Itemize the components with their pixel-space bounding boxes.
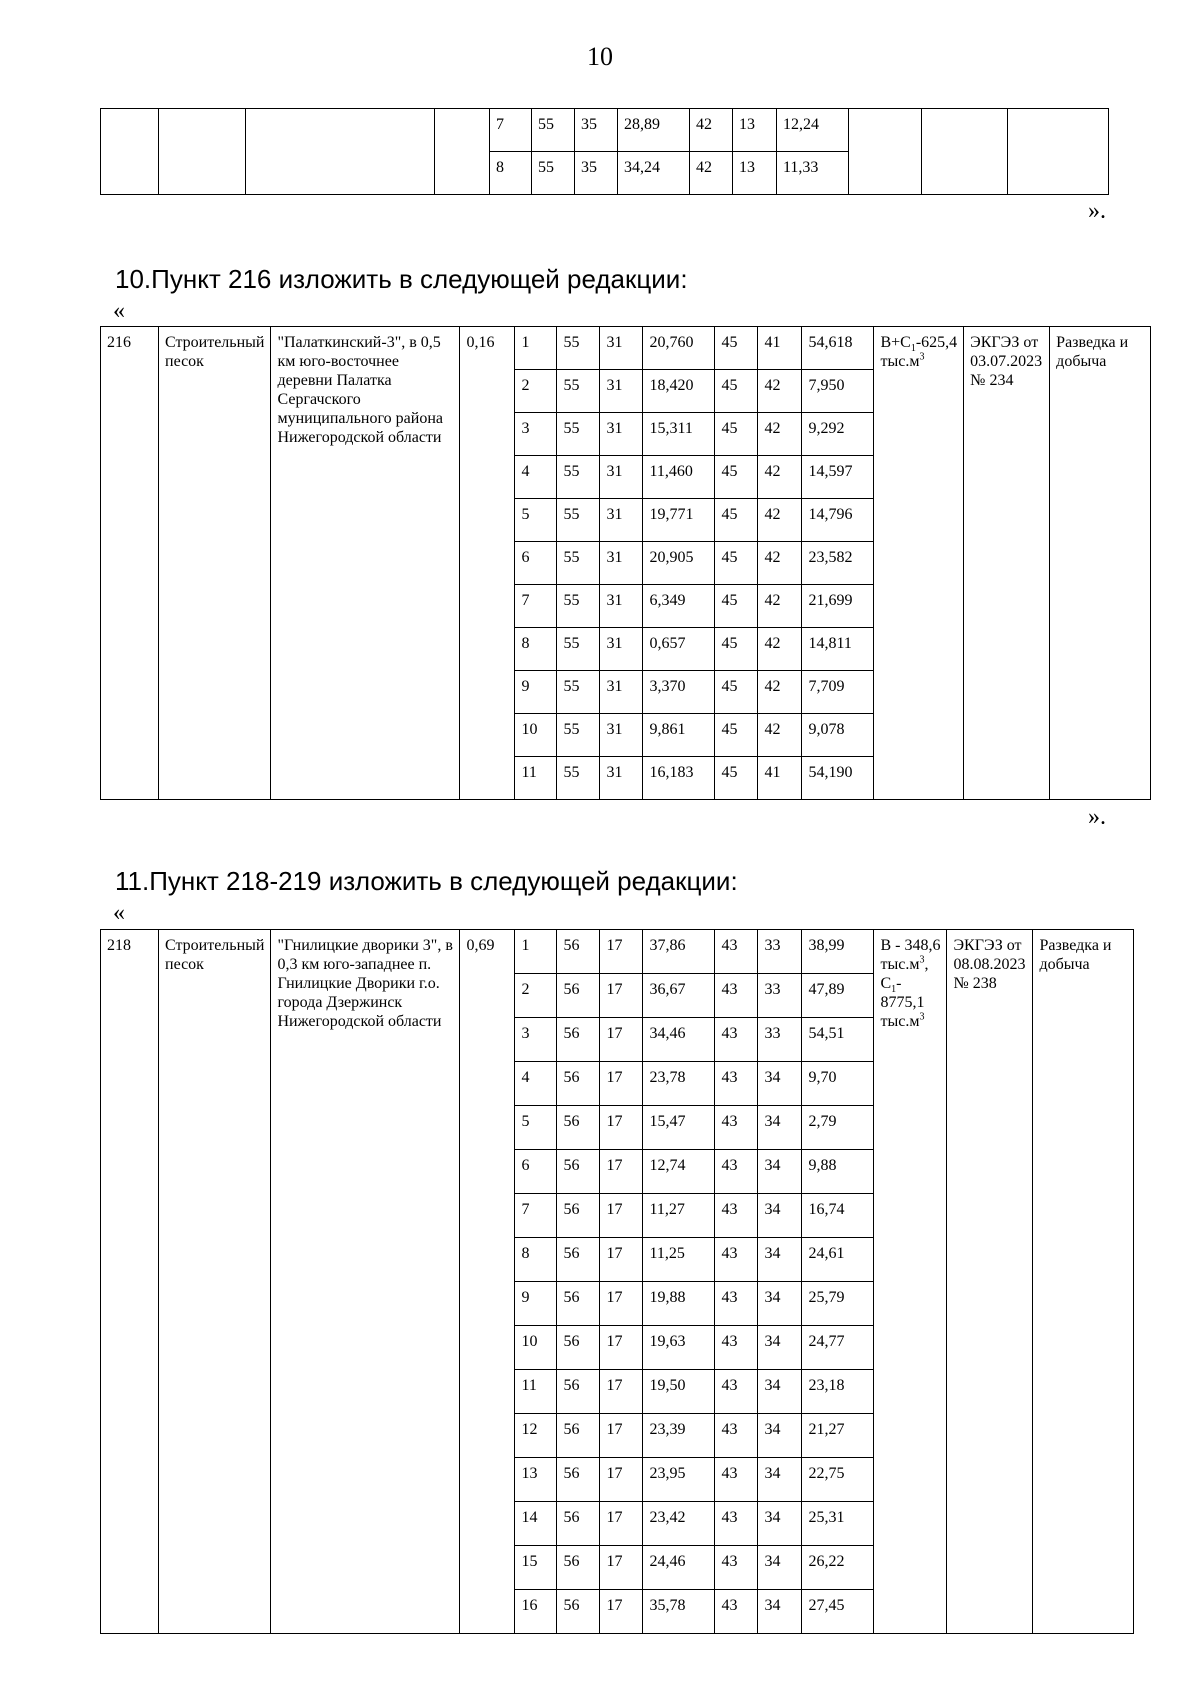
coordinate-cell: 43 <box>715 1370 758 1414</box>
coordinate-cell: 42 <box>758 714 802 757</box>
coordinate-cell: 16 <box>515 1590 557 1634</box>
coordinate-cell: 15,311 <box>643 413 715 456</box>
coordinate-cell: 45 <box>715 757 758 800</box>
coordinate-cell: 31 <box>600 456 643 499</box>
coordinate-cell: 43 <box>715 930 758 974</box>
area-cell <box>435 109 490 195</box>
coordinate-cell: 56 <box>557 1018 600 1062</box>
coordinate-cell: 3 <box>515 1018 557 1062</box>
section-heading-10: 10.Пункт 216 изложить в следующей редакции: <box>115 264 688 294</box>
coordinate-cell: 9,88 <box>802 1150 874 1194</box>
coordinate-cell: 10 <box>515 1326 557 1370</box>
coordinate-cell: 21,699 <box>802 585 874 628</box>
reserves-subscript: 1 <box>891 984 897 996</box>
coordinate-cell: 5 <box>515 499 557 542</box>
coordinate-cell: 56 <box>557 1106 600 1150</box>
coordinate-cell: 23,39 <box>643 1414 715 1458</box>
coordinate-cell: 35 <box>575 152 618 195</box>
coordinate-cell: 0,657 <box>643 628 715 671</box>
coordinate-cell: 7,709 <box>802 671 874 714</box>
coordinate-cell: 17 <box>600 1458 643 1502</box>
coordinate-cell: 2 <box>515 370 557 413</box>
coordinate-cell: 14,796 <box>802 499 874 542</box>
coordinate-cell: 5 <box>515 1106 557 1150</box>
reserves-text: -625,4 тыс.м <box>880 334 958 370</box>
coordinate-cell: 35 <box>575 109 618 152</box>
coordinate-cell: 42 <box>758 370 802 413</box>
coordinate-cell: 17 <box>600 1194 643 1238</box>
coordinate-cell: 12 <box>515 1414 557 1458</box>
coordinate-cell: 31 <box>600 714 643 757</box>
coordinate-cell: 23,582 <box>802 542 874 585</box>
coordinate-cell: 15,47 <box>643 1106 715 1150</box>
coordinate-cell: 43 <box>715 1326 758 1370</box>
reserves-subscript: 1 <box>910 343 916 355</box>
site-cell: "Гнилицкие дворики 3", в 0,3 км юго-западнее п. Гнилицкие Дворики г.о. города Дзержинск Нижегородской области <box>271 930 460 1634</box>
coordinate-cell: 4 <box>515 1062 557 1106</box>
coordinate-cell: 17 <box>600 1414 643 1458</box>
coordinate-cell: 31 <box>600 370 643 413</box>
coordinate-cell: 11 <box>515 1370 557 1414</box>
coordinate-cell: 19,88 <box>643 1282 715 1326</box>
coordinate-cell: 42 <box>690 109 733 152</box>
coordinate-cell: 42 <box>758 542 802 585</box>
coordinate-cell: 56 <box>557 1062 600 1106</box>
coordinate-cell: 4 <box>515 456 557 499</box>
coordinate-cell: 43 <box>715 1546 758 1590</box>
coordinate-cell: 3,370 <box>643 671 715 714</box>
coordinate-cell: 3 <box>515 413 557 456</box>
coordinate-cell: 18,420 <box>643 370 715 413</box>
closing-quote: ». <box>1088 804 1106 830</box>
coordinate-cell: 56 <box>557 1150 600 1194</box>
coordinate-cell: 45 <box>715 714 758 757</box>
coordinate-cell: 56 <box>557 1414 600 1458</box>
coordinate-cell: 43 <box>715 1194 758 1238</box>
coordinate-cell: 10 <box>515 714 557 757</box>
coordinate-cell: 8 <box>515 1238 557 1282</box>
coordinate-cell: 8 <box>515 628 557 671</box>
reserves-cell <box>874 930 947 1634</box>
coordinate-cell: 12,24 <box>777 109 849 152</box>
use-cell: Разведка и добыча <box>1033 930 1134 1634</box>
reserves-text: B+C <box>880 334 911 351</box>
number-cell <box>101 109 159 195</box>
coordinate-cell: 34 <box>758 1106 802 1150</box>
use-cell <box>1008 109 1109 195</box>
coordinate-cell: 56 <box>557 1590 600 1634</box>
coordinate-cell: 55 <box>557 671 600 714</box>
coordinate-cell: 45 <box>715 413 758 456</box>
coordinate-cell: 34,24 <box>618 152 690 195</box>
coordinate-cell: 7 <box>515 1194 557 1238</box>
coordinate-cell: 56 <box>557 930 600 974</box>
coordinate-cell: 45 <box>715 585 758 628</box>
coordinate-cell: 11 <box>515 757 557 800</box>
coordinate-cell: 17 <box>600 1018 643 1062</box>
coordinate-cell: 42 <box>690 152 733 195</box>
coordinate-cell: 24,77 <box>802 1326 874 1370</box>
reserves-text: , C <box>880 956 929 992</box>
expertise-cell: ЭКГЭЗ от 08.08.2023 № 238 <box>947 930 1033 1634</box>
coordinate-cell: 23,95 <box>643 1458 715 1502</box>
coordinate-cell: 8 <box>490 152 532 195</box>
coordinate-cell: 34 <box>758 1370 802 1414</box>
coordinate-cell: 28,89 <box>618 109 690 152</box>
coordinate-cell: 37,86 <box>643 930 715 974</box>
coordinate-cell: 19,771 <box>643 499 715 542</box>
coordinate-cell: 15 <box>515 1546 557 1590</box>
coordinate-cell: 31 <box>600 542 643 585</box>
coordinate-cell: 13 <box>515 1458 557 1502</box>
coordinate-cell: 54,190 <box>802 757 874 800</box>
coordinate-cell: 14,597 <box>802 456 874 499</box>
coordinate-cell: 35,78 <box>643 1590 715 1634</box>
expertise-cell: ЭКГЭЗ от 03.07.2023 № 234 <box>964 327 1050 800</box>
use-cell: Разведка и добыча <box>1050 327 1151 800</box>
coordinate-cell: 34 <box>758 1414 802 1458</box>
coordinate-cell: 17 <box>600 930 643 974</box>
coordinate-cell: 34,46 <box>643 1018 715 1062</box>
coordinate-cell: 17 <box>600 1282 643 1326</box>
site-cell: "Палаткинский-3", в 0,5 км юго-восточнее деревни Палатка Сергачского муниципального района Нижегородской области <box>271 327 460 800</box>
coordinate-cell: 34 <box>758 1590 802 1634</box>
coordinate-cell: 7,950 <box>802 370 874 413</box>
coordinate-cell: 11,460 <box>643 456 715 499</box>
coordinate-cell: 33 <box>758 1018 802 1062</box>
coordinate-cell: 31 <box>600 671 643 714</box>
coordinate-cell: 34 <box>758 1458 802 1502</box>
coordinate-cell: 56 <box>557 1546 600 1590</box>
coordinate-cell: 16,74 <box>802 1194 874 1238</box>
mineral-cell: Строительный песок <box>159 930 271 1634</box>
coordinate-cell: 43 <box>715 1458 758 1502</box>
coordinate-cell: 55 <box>557 456 600 499</box>
coordinate-cell: 42 <box>758 499 802 542</box>
coordinate-cell: 27,45 <box>802 1590 874 1634</box>
coordinate-cell: 17 <box>600 1326 643 1370</box>
coordinate-cell: 12,74 <box>643 1150 715 1194</box>
coordinate-cell: 43 <box>715 1502 758 1546</box>
coordinate-cell: 43 <box>715 1414 758 1458</box>
coordinate-cell: 41 <box>758 757 802 800</box>
coordinate-cell: 9,861 <box>643 714 715 757</box>
coordinate-cell: 6,349 <box>643 585 715 628</box>
coordinate-cell: 42 <box>758 456 802 499</box>
coordinate-cell: 56 <box>557 1370 600 1414</box>
page-number: 10 <box>587 42 613 71</box>
coordinate-cell: 42 <box>758 671 802 714</box>
table-row <box>101 930 1134 974</box>
coordinate-cell: 13 <box>733 109 777 152</box>
coordinate-cell: 17 <box>600 1590 643 1634</box>
coordinate-cell: 6 <box>515 1150 557 1194</box>
reserves-text: - 8775,1 тыс.м <box>880 975 925 1030</box>
coordinate-cell: 2 <box>515 974 557 1018</box>
section-11-table <box>100 929 1134 1634</box>
coordinate-cell: 47,89 <box>802 974 874 1018</box>
coordinate-cell: 43 <box>715 1150 758 1194</box>
reserves-superscript: 3 <box>919 954 925 966</box>
coordinate-cell: 19,63 <box>643 1326 715 1370</box>
coordinate-cell: 9 <box>515 1282 557 1326</box>
coordinate-cell: 11,33 <box>777 152 849 195</box>
coordinate-cell: 45 <box>715 327 758 370</box>
site-cell <box>246 109 435 195</box>
coordinate-cell: 23,18 <box>802 1370 874 1414</box>
coordinate-cell: 45 <box>715 628 758 671</box>
coordinate-cell: 19,50 <box>643 1370 715 1414</box>
section-10-table <box>100 326 1151 800</box>
number-cell: 216 <box>101 327 159 800</box>
coordinate-cell: 43 <box>715 1018 758 1062</box>
coordinate-cell: 25,31 <box>802 1502 874 1546</box>
coordinate-cell: 45 <box>715 499 758 542</box>
coordinate-cell: 55 <box>557 757 600 800</box>
coordinate-cell: 41 <box>758 327 802 370</box>
coordinate-cell: 55 <box>557 327 600 370</box>
reserves-text: B - 348,6 тыс.м <box>880 937 941 973</box>
coordinate-cell: 54,618 <box>802 327 874 370</box>
mineral-cell <box>159 109 246 195</box>
coordinate-cell: 43 <box>715 1062 758 1106</box>
coordinate-cell: 20,905 <box>643 542 715 585</box>
coordinate-cell: 25,79 <box>802 1282 874 1326</box>
coordinate-cell: 45 <box>715 370 758 413</box>
continuation-table <box>100 108 1109 195</box>
coordinate-cell: 43 <box>715 1590 758 1634</box>
coordinate-cell: 9,70 <box>802 1062 874 1106</box>
coordinate-cell: 55 <box>557 413 600 456</box>
coordinate-cell: 45 <box>715 671 758 714</box>
coordinate-cell: 43 <box>715 1238 758 1282</box>
coordinate-cell: 55 <box>557 714 600 757</box>
coordinate-cell: 56 <box>557 1458 600 1502</box>
coordinate-cell: 17 <box>600 1106 643 1150</box>
coordinate-cell: 31 <box>600 757 643 800</box>
coordinate-cell: 23,78 <box>643 1062 715 1106</box>
coordinate-cell: 56 <box>557 1238 600 1282</box>
coordinate-cell: 17 <box>600 1150 643 1194</box>
mineral-cell: Строительный песок <box>159 327 271 800</box>
coordinate-cell: 1 <box>515 327 557 370</box>
coordinate-cell: 17 <box>600 1062 643 1106</box>
coordinate-cell: 34 <box>758 1150 802 1194</box>
section-heading-11: 11.Пункт 218-219 изложить в следующей редакции: <box>115 866 738 896</box>
coordinate-cell: 43 <box>715 1106 758 1150</box>
coordinate-cell: 31 <box>600 585 643 628</box>
coordinate-cell: 34 <box>758 1062 802 1106</box>
coordinate-cell: 26,22 <box>802 1546 874 1590</box>
reserves-superscript: 3 <box>919 351 925 363</box>
coordinate-cell: 43 <box>715 1282 758 1326</box>
number-cell: 218 <box>101 930 159 1634</box>
coordinate-cell: 22,75 <box>802 1458 874 1502</box>
coordinate-cell: 34 <box>758 1238 802 1282</box>
coordinate-cell: 17 <box>600 1502 643 1546</box>
coordinate-cell: 23,42 <box>643 1502 715 1546</box>
expertise-cell <box>922 109 1008 195</box>
coordinate-cell: 11,25 <box>643 1238 715 1282</box>
coordinate-cell: 42 <box>758 413 802 456</box>
coordinate-cell: 20,760 <box>643 327 715 370</box>
coordinate-cell: 14,811 <box>802 628 874 671</box>
coordinate-cell: 43 <box>715 974 758 1018</box>
coordinate-cell: 56 <box>557 974 600 1018</box>
coordinate-cell: 17 <box>600 1370 643 1414</box>
coordinate-cell: 34 <box>758 1326 802 1370</box>
coordinate-cell: 56 <box>557 1502 600 1546</box>
area-cell: 0,69 <box>460 930 515 1634</box>
reserves-cell <box>874 327 964 800</box>
coordinate-cell: 56 <box>557 1194 600 1238</box>
coordinate-cell: 55 <box>532 109 575 152</box>
coordinate-cell: 6 <box>515 542 557 585</box>
coordinate-cell: 17 <box>600 1546 643 1590</box>
coordinate-cell: 9,292 <box>802 413 874 456</box>
coordinate-cell: 56 <box>557 1282 600 1326</box>
coordinate-cell: 55 <box>557 370 600 413</box>
coordinate-cell: 34 <box>758 1282 802 1326</box>
coordinate-cell: 7 <box>490 109 532 152</box>
opening-quote: « <box>113 298 125 324</box>
coordinate-cell: 16,183 <box>643 757 715 800</box>
coordinate-cell: 31 <box>600 499 643 542</box>
coordinate-cell: 31 <box>600 327 643 370</box>
coordinate-cell: 33 <box>758 974 802 1018</box>
coordinate-cell: 45 <box>715 456 758 499</box>
coordinate-cell: 56 <box>557 1326 600 1370</box>
coordinate-cell: 42 <box>758 628 802 671</box>
coordinate-cell: 55 <box>557 499 600 542</box>
coordinate-cell: 36,67 <box>643 974 715 1018</box>
coordinate-cell: 24,61 <box>802 1238 874 1282</box>
coordinate-cell: 55 <box>557 628 600 671</box>
closing-quote: ». <box>1088 198 1106 224</box>
coordinate-cell: 31 <box>600 628 643 671</box>
coordinate-cell: 11,27 <box>643 1194 715 1238</box>
coordinate-cell: 45 <box>715 542 758 585</box>
coordinate-cell: 7 <box>515 585 557 628</box>
coordinate-cell: 9,078 <box>802 714 874 757</box>
coordinate-cell: 21,27 <box>802 1414 874 1458</box>
coordinate-cell: 24,46 <box>643 1546 715 1590</box>
coordinate-cell: 17 <box>600 1238 643 1282</box>
coordinate-cell: 55 <box>532 152 575 195</box>
coordinate-cell: 17 <box>600 974 643 1018</box>
reserves-superscript: 3 <box>919 1011 925 1023</box>
coordinate-cell: 1 <box>515 930 557 974</box>
coordinate-cell: 34 <box>758 1546 802 1590</box>
coordinate-cell: 55 <box>557 585 600 628</box>
coordinate-cell: 33 <box>758 930 802 974</box>
opening-quote: « <box>113 900 125 926</box>
table-row <box>101 327 1151 370</box>
coordinate-cell: 42 <box>758 585 802 628</box>
coordinate-cell: 34 <box>758 1502 802 1546</box>
coordinate-cell: 34 <box>758 1194 802 1238</box>
table-row <box>101 109 1109 152</box>
reserves-cell <box>849 109 922 195</box>
coordinate-cell: 9 <box>515 671 557 714</box>
coordinate-cell: 38,99 <box>802 930 874 974</box>
coordinate-cell: 13 <box>733 152 777 195</box>
coordinate-cell: 55 <box>557 542 600 585</box>
coordinate-cell: 31 <box>600 413 643 456</box>
coordinate-cell: 2,79 <box>802 1106 874 1150</box>
area-cell: 0,16 <box>460 327 515 800</box>
coordinate-cell: 54,51 <box>802 1018 874 1062</box>
coordinate-cell: 14 <box>515 1502 557 1546</box>
